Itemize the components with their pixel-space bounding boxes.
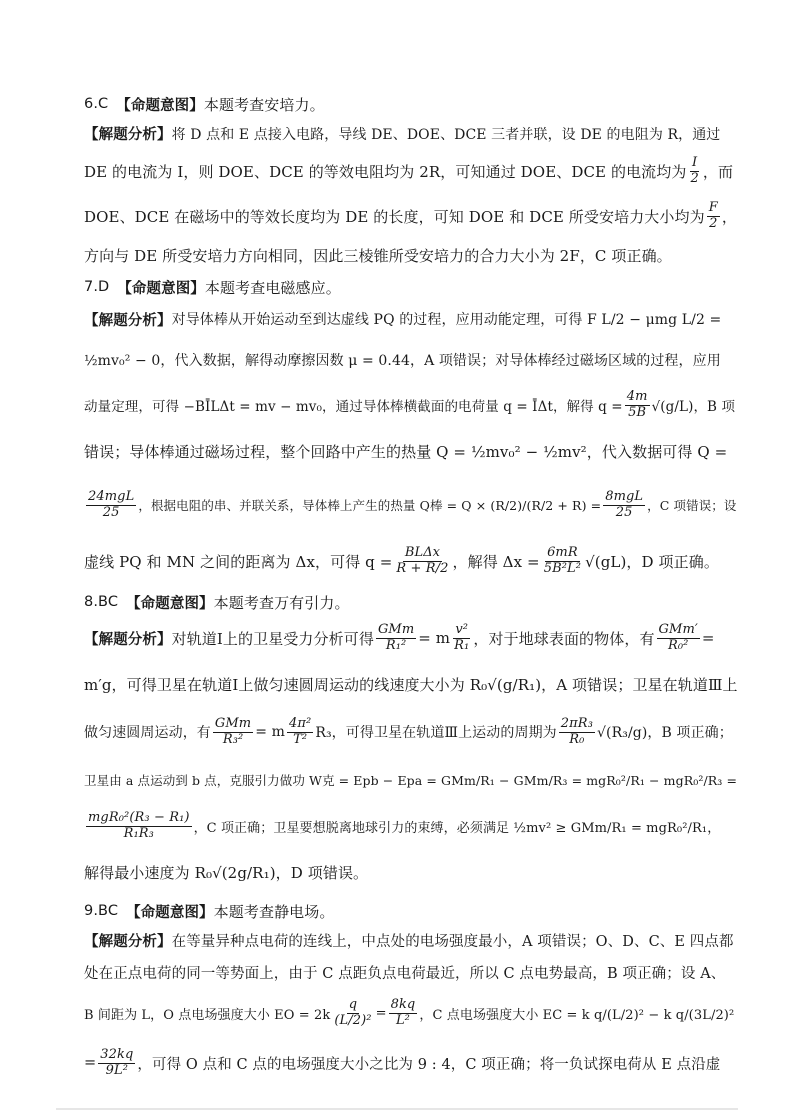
question-7: [84, 274, 738, 586]
q6-intent-text: 本题考查安培力。: [203, 95, 325, 114]
q7-line-3: 动量定理，可得 −BĪLΔt = mv − mv₀，通过导体棒横截面的电荷量 q = ĪΔt，解得 q = $\frac{4m}{5B}$ √(g/L)，B 项: [84, 389, 736, 420]
q6-fraction-f: $\frac{F}{2}$: [708, 200, 718, 231]
q8-line-5: $\frac{\text{mgR₀²(R₃ − R₁)}}{\text{R₁R₃}}$ ，C 项正确；卫星要想脱离地球引力的束缚，必须满足 ½mv² ≥ GMm/R₁ = mgR₀²/R₁，: [88, 810, 721, 841]
q7-line-5: $\frac{\text{24mgL}}{25}$ ，根据电阻的串、并联关系，导体棒上产生的热量 Q棒 = Q × (R/2)/(R/2 + R) = $\frac{\text{8mgL}}{25}$ ，C 项错误；设: [88, 489, 737, 520]
q6-analysis-tag: 【解题分析】: [84, 126, 172, 143]
question-6: [84, 91, 738, 271]
q8-line-6: 解得最小速度为 R₀√(2g/R₁)，D 项错误。: [84, 863, 369, 882]
q6-header: [84, 91, 738, 117]
q7-line-1: 【解题分析】 对导体棒从开始运动至到达虚线 PQ 的过程，应用动能定理，可得 F L/2 − μmg L/2 =: [84, 312, 722, 329]
question-8: [84, 589, 738, 895]
q7-line-6: 虚线 PQ 和 MN 之间的距离为 Δx，可得 q = $\frac{\text{BLΔx}}{R + R/2}$ ，解得 Δx = $\frac{6mR}{\text{5B²L²}}$ √(gL)，D 项正确。: [84, 545, 719, 576]
q6-line-1: 【解题分析】将 D 点和 E 点接入电路，导线 DE、DOE、DCE 三者并联，设 DE 的电阻为 R，通过: [84, 126, 721, 143]
q6-line-4: 方向与 DE 所受安培力方向相同，因此三棱锥所受安培力的合力大小为 2F，C 项正确。: [84, 246, 672, 265]
q9-line-3: B 间距为 L，O 点电场强度大小 EO = 2k $\frac{q}{\text{(L/2)²}}$ = $\frac{8kq}{\text{L²}}$ ，C 点电场强度大小 EC = k q/(L/2)² − k q/(3L/2)²: [84, 997, 735, 1028]
q8-line-3: 做匀速圆周运动，有 $\frac{\text{GMm}}{\text{R₃²}}$ = m $\frac{\text{4π²}}{\text{T²}}$ R₃，可得卫星在轨道Ⅲ上运动的周期为 $\frac{\text{2πR₃}}{\text{R₀}}$ √(R₃/g)，B 项正确；: [84, 716, 733, 747]
q6-fraction-i: $\frac{I}{2}$: [690, 155, 699, 186]
q8-line-2: m′g，可得卫星在轨道Ⅰ上做匀速圆周运动的线速度大小为 R₀√(g/R₁)，A 项错误；卫星在轨道Ⅲ上: [84, 675, 738, 694]
question-9: [84, 898, 738, 1088]
q9-line-4: = $\frac{32kq}{\text{9L²}}$ ，可得 O 点和 C 点的电场强度大小之比为 9 : 4，C 项正确；将一负试探电荷从 E 点沿虚: [84, 1047, 721, 1078]
q8-header: 8.BC 【命题意图】 本题考查万有引力。: [84, 593, 350, 612]
q6-answer: 6.C: [84, 96, 109, 112]
q6-line-3: DOE、DCE 在磁场中的等效长度均为 DE 的长度，可知 DOE 和 DCE 所受安培力大小均为 $\frac{F}{2}$ ，: [84, 200, 737, 231]
q6-intent-tag: 【命题意图】: [116, 97, 204, 114]
q9-line-1: 【解题分析】 在等量异种点电荷的连线上，中点处的电场强度最小，A 项错误；O、D、C、E 四点都: [84, 933, 734, 950]
q6-line-2: DE 的电流为 I，则 DOE、DCE 的等效电阻均为 2R，可知通过 DOE、DCE 的电流均为 $\frac{I}{2}$ ，而: [84, 155, 734, 186]
q7-header: 7.D 【命题意图】 本题考查电磁感应。: [84, 278, 341, 297]
q7-line-2: ½mv₀² − 0，代入数据，解得动摩擦因数 μ = 0.44，A 项错误；对导体棒经过磁场区域的过程，应用: [84, 353, 721, 369]
q8-line-1: 【解题分析】 对轨道Ⅰ上的卫星受力分析可得 $\frac{\text{GMm}}{\text{R₁²}}$ = m $\frac{\text{v²}}{\text{R₁}}$ ，对于地球表面的物体，有 $\frac{\text{GMm′}}{\text{R₀²}}$ =: [84, 622, 715, 653]
q9-header: 9.BC 【命题意图】 本题考查静电场。: [84, 902, 335, 921]
q7-line-4: 错误；导体棒通过磁场过程，整个回路中产生的热量 Q = ½mv₀² − ½mv²，代入数据可得 Q =: [84, 442, 728, 461]
bottom-divider: [56, 1108, 738, 1110]
q9-line-2: 处在正点电荷的同一等势面上，由于 C 点距负点电荷最近，所以 C 点电势最高，B 项正确；设 A、: [84, 965, 726, 982]
q8-line-4: 卫星由 a 点运动到 b 点，克服引力做功 W克 = Epb − Epa = GMm/R₁ − GMm/R₃ = mgR₀²/R₁ − mgR₀²/R₃ =: [84, 773, 738, 788]
